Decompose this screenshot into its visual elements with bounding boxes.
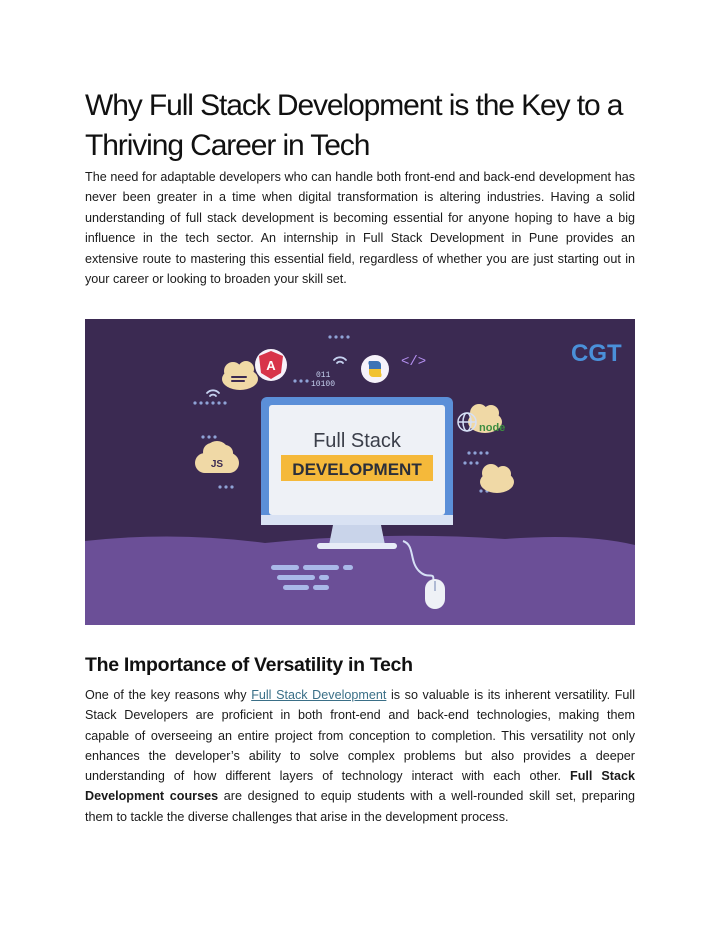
svg-text:A: A: [266, 358, 276, 373]
svg-text:</>: </>: [401, 354, 427, 370]
logo-text: CGT: [571, 340, 622, 367]
intro-paragraph: The need for adaptable developers who can handle both front-end and back-end development has never been greater in a time when digital transformation is altering industries. Having a solid understanding of full stack development is becoming essential for anyone hoping to have a big influence in the tech sector. An internship in Full Stack Development in Pune provides an extensive route to mastering this essential field, regardless of whether you are just starting out in your career or looking to broaden your skill set.: [85, 170, 635, 287]
body-paragraph: [85, 685, 635, 827]
bold-courses-text: Full Stack Development courses: [85, 769, 635, 804]
python-icon: [361, 355, 389, 383]
angular-icon: [255, 349, 287, 381]
full-stack-link[interactable]: Full Stack Development: [251, 688, 387, 702]
screen-subtitle: DEVELOPMENT: [292, 460, 422, 479]
svg-text:011: 011: [316, 371, 331, 380]
page-title: Why Full Stack Development is the Key to a Thriving Career in Tech: [85, 89, 623, 162]
section-heading: The Importance of Versatility in Tech: [85, 654, 413, 676]
body-text-part1: One of the key reasons why: [85, 688, 252, 702]
company-logo: [571, 340, 622, 367]
svg-text:node: node: [479, 422, 506, 434]
svg-text:10100: 10100: [311, 380, 336, 389]
node-icon: [479, 422, 505, 434]
floor-shape: [85, 536, 635, 625]
body-text-part3: are designed to equip students with a well-rounded skill set, preparing them to tackle the diverse challenges that arise in the development process.: [85, 789, 635, 824]
hero-illustration: [85, 319, 635, 625]
body-text-part2: is so valuable is its inherent versatility. Full Stack Developers are proficient in both front-end and back-end technologies, making them capable of overseeing an entire project from conception to completion. This versatility not only enhances the developer’s ability to solve complex problems but also provides a deeper understanding of how different layers of technology interact with each other.: [85, 688, 635, 784]
svg-text:JS: JS: [210, 459, 224, 470]
code-icon: [401, 354, 426, 370]
screen-title: Full Stack: [313, 430, 401, 452]
